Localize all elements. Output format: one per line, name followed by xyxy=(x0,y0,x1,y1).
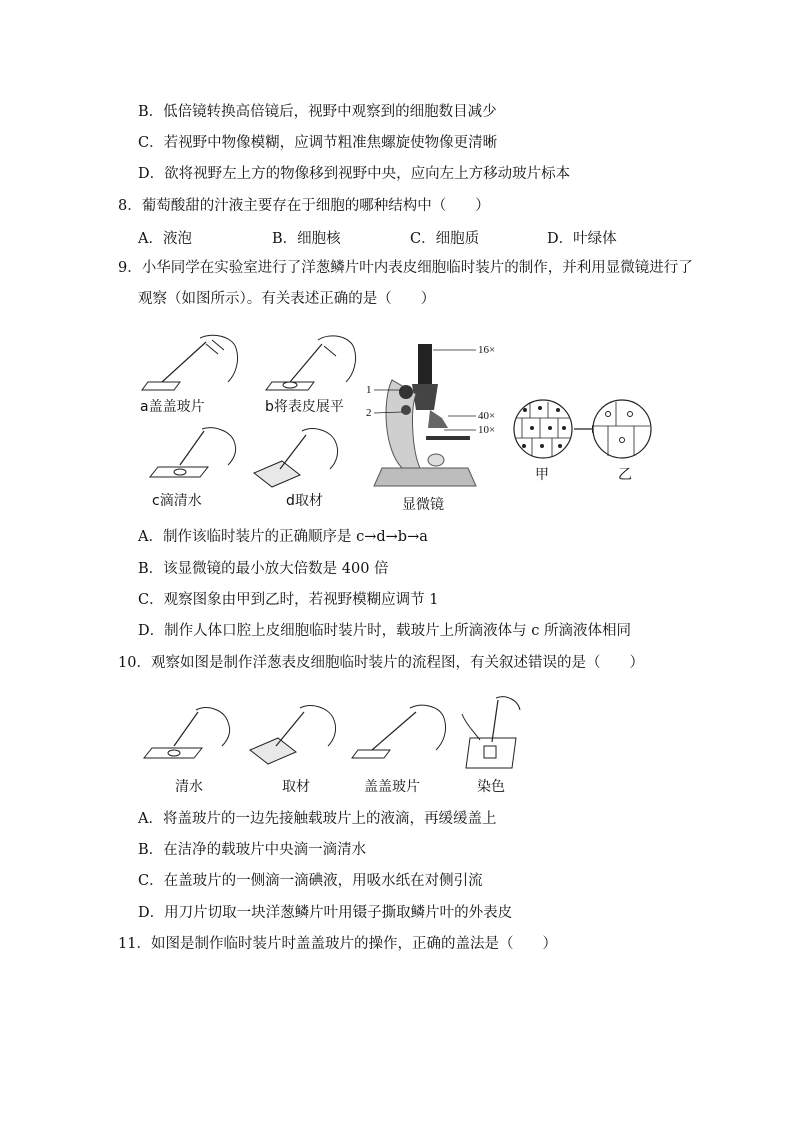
q9-label-a: a盖盖玻片 xyxy=(140,399,205,415)
q9-option-a: A．制作该临时装片的正确顺序是 c→d→b→a xyxy=(138,529,428,545)
q9-label-d: d取材 xyxy=(286,493,323,509)
q10-stem: 10．观察如图是制作洋葱表皮细胞临时装片的流程图，有关叙述错误的是（ ） xyxy=(118,655,644,671)
cell-views-drawing xyxy=(512,398,652,460)
q11-stem: 11．如图是制作临时装片时盖盖玻片的操作，正确的盖法是（ ） xyxy=(118,936,557,952)
q10-fig-stain xyxy=(456,694,536,772)
eyepiece-label: 16× xyxy=(478,344,496,356)
objective-10-label: 10× xyxy=(478,424,496,436)
q10-label-stain: 染色 xyxy=(477,779,505,795)
view-jia-label: 甲 xyxy=(535,467,549,483)
knob-2-label: 2 xyxy=(366,407,372,419)
q8-option-d: D．叶绿体 xyxy=(547,231,617,247)
q10-fig-sample xyxy=(246,700,346,770)
q8-option-b: B．细胞核 xyxy=(272,231,341,247)
q7-option-b: B．低倍镜转换高倍镜后，视野中观察到的细胞数目减少 xyxy=(138,104,497,120)
objective-40-label: 40× xyxy=(478,410,496,422)
q8-stem: 8．葡萄酸甜的汁液主要存在于细胞的哪种结构中（ ） xyxy=(118,198,490,214)
q9-option-b: B．该显微镜的最小放大倍数是 400 倍 xyxy=(138,561,389,577)
q10-label-cover: 盖盖玻片 xyxy=(364,779,420,795)
q9-label-c: c滴清水 xyxy=(152,493,202,509)
q10-stain-drawing xyxy=(456,694,536,772)
q9-stem-line1: 9．小华同学在实验室进行了洋葱鳞片叶内表皮细胞临时装片的制作，并利用显微镜进行了 xyxy=(118,260,693,276)
cell-views xyxy=(512,398,652,460)
q8-option-c: C．细胞质 xyxy=(410,231,480,247)
q10-sample-drawing xyxy=(246,700,346,770)
q10-option-c: C．在盖玻片的一侧滴一滴碘液，用吸水纸在对侧引流 xyxy=(138,873,483,889)
q9-stem-line2: 观察（如图所示）。有关表述正确的是（ ） xyxy=(138,291,436,307)
q10-label-sample: 取材 xyxy=(282,779,310,795)
q9-option-c: C．观察图象由甲到乙时，若视野模糊应调节 1 xyxy=(138,592,439,608)
q7-option-c: C．若视野中物像模糊，应调节粗准焦螺旋使物像更清晰 xyxy=(138,135,498,151)
q7-option-d: D．欲将视野左上方的物像移到视野中央，应向左上方移动玻片标本 xyxy=(138,166,571,182)
q10-fig-water xyxy=(140,700,240,770)
knob-1-label: 1 xyxy=(366,384,372,396)
q10-fig-cover xyxy=(350,700,450,770)
q10-option-d: D．用刀片切取一块洋葱鳞片叶用镊子撕取鳞片叶的外表皮 xyxy=(138,905,513,921)
q9-label-b: b将表皮展平 xyxy=(265,399,344,415)
microscope-label: 显微镜 xyxy=(402,497,444,513)
q9-option-d: D．制作人体口腔上皮细胞临时装片时，载玻片上所滴液体与 c 所滴液体相同 xyxy=(138,623,631,639)
q10-option-a: A．将盖玻片的一边先接触载玻片上的液滴，再缓缓盖上 xyxy=(138,811,497,827)
view-yi-label: 乙 xyxy=(618,467,632,483)
q8-option-a: A．液泡 xyxy=(138,231,192,247)
q10-option-b: B．在洁净的载玻片中央滴一滴清水 xyxy=(138,842,367,858)
q10-water-drawing xyxy=(140,700,240,770)
q10-label-water: 清水 xyxy=(175,779,203,795)
q10-cover-drawing xyxy=(350,700,450,770)
